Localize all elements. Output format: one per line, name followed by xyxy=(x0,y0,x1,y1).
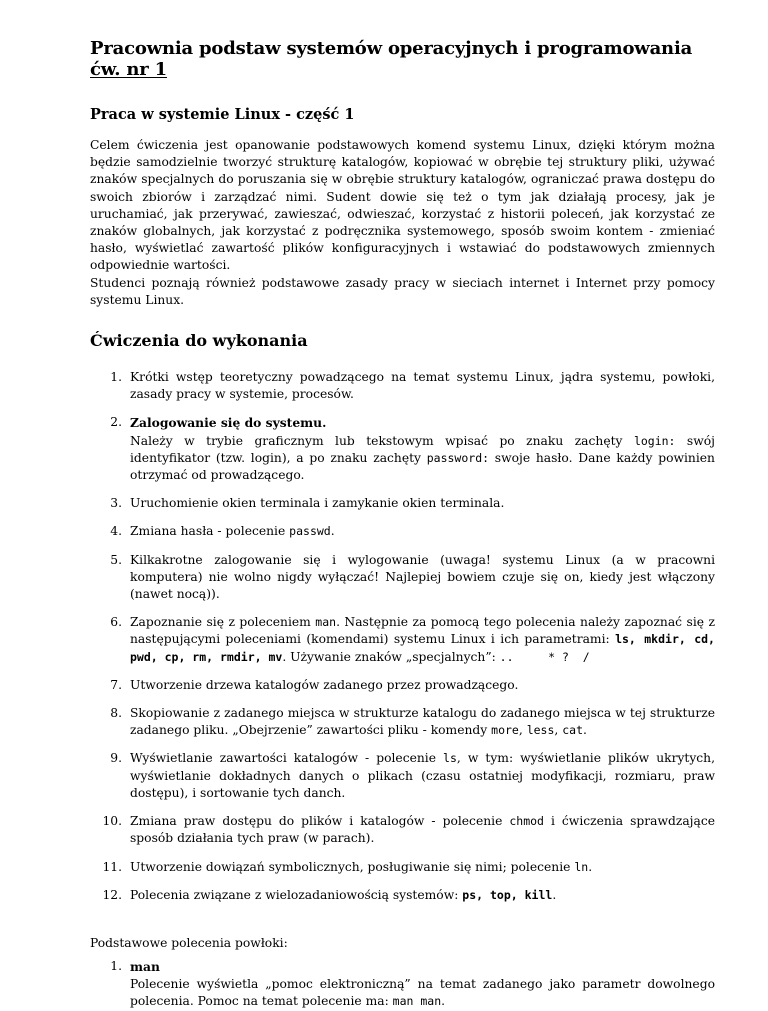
item-code: ps, top, kill xyxy=(462,887,553,902)
item-text: . xyxy=(330,524,335,539)
item-number: 3. xyxy=(110,496,122,511)
item-number: 5. xyxy=(110,552,122,567)
item-code: ls xyxy=(443,751,457,766)
intro-text-1: Celem ćwiczenia jest opanowanie podstawowych komend systemu Linux, dzięki którym można będzie samodzielnie tworzyć strukturę katalogów, kopiować w obrębie tej struktury pliki, używać znaków specjalnych do poruszania się w obrębie struktury katalogów, ograniczać prawa dostępu do swoich zbiorów i zarządzać nimi. Sudent dowie się też o tym jak działają procesy, jak je uruchamiać, jak przerywać, zawieszać, odwieszać, korzystać z historii poleceń, jak korzystać ze znaków globalnych, jak korzystać z podręcznika systemowego, sposób swoim kontem - zmieniać hasło, wyświetlać zawartość plików konfiguracyjnych i wstawiać do podstawowych zmiennych odpowiednie wartości. xyxy=(90,138,715,273)
shell-commands-intro: Podstawowe polecenia powłoki: xyxy=(90,935,288,950)
list-item xyxy=(90,369,715,403)
item-number: 9. xyxy=(110,751,122,766)
item-code: passwd xyxy=(289,524,331,539)
list-item xyxy=(90,705,715,739)
item-text: Skopiowanie z zadanego miejsca w strukturze katalogu do zadanego miejsca w tej strukturze zadanego pliku. „Obejrzenie” zawartości pliku - komendy xyxy=(130,706,715,738)
list-item xyxy=(90,523,715,540)
item-code: .. * ? / xyxy=(499,649,590,664)
item-code: ls, mkdir, cd, pwd, cp, rm, rmdir, mv xyxy=(130,632,715,664)
list-item xyxy=(90,414,715,484)
item-bold-heading: man xyxy=(130,958,160,974)
list-item xyxy=(90,859,715,876)
item-text: Uruchomienie okien terminala i zamykanie okien terminala. xyxy=(130,496,505,511)
list-item xyxy=(90,552,715,604)
item-code: man xyxy=(315,615,337,630)
list-item xyxy=(90,495,715,512)
item-code: cat xyxy=(562,723,583,738)
title-line-2: ćw. nr 1 xyxy=(90,59,167,80)
item-text: . xyxy=(588,859,593,874)
list-item xyxy=(90,750,715,802)
item-number: 8. xyxy=(110,706,122,721)
exercise-list xyxy=(90,369,715,904)
item-code: less xyxy=(526,723,555,738)
item-code: ln xyxy=(574,859,589,874)
item-text: . xyxy=(441,994,446,1009)
item-number: 1. xyxy=(110,958,122,973)
item-text: Utworzenie drzewa katalogów zadanego przez prowadzącego. xyxy=(130,677,519,692)
item-number: 6. xyxy=(110,615,122,630)
item-number: 12. xyxy=(102,887,122,902)
item-text: swój identyfikator (tzw. login), a po znaku zachęty xyxy=(130,433,715,465)
title-line-1: Pracownia podstaw systemów operacyjnych i programowania xyxy=(90,38,693,59)
item-text: Zmiana hasła - polecenie xyxy=(130,524,290,539)
section-heading-exercises: Ćwiczenia do wykonania xyxy=(90,331,308,351)
intro-paragraph xyxy=(90,137,715,309)
item-number: 4. xyxy=(110,524,122,539)
item-code: man man xyxy=(392,994,442,1009)
item-text: . Używanie znaków „specjalnych”: xyxy=(282,649,500,664)
item-text: swoje hasło. Dane każdy powinien otrzymać od prowadzącego. xyxy=(130,450,715,483)
document-page xyxy=(90,38,715,1011)
item-text: Polecenie wyświetla „pomoc elektroniczną” na temat zadanego jako parametr dowolnego polecenia. Pomoc na temat polecenie ma: xyxy=(130,977,715,1009)
item-number: 1. xyxy=(110,370,122,385)
item-text: Zmiana praw dostępu do plików i katalogów - polecenie xyxy=(130,814,510,829)
item-text: , xyxy=(554,723,563,738)
item-text: . xyxy=(552,887,557,902)
item-text: Zapoznanie się z poleceniem xyxy=(130,615,316,630)
item-number: 10. xyxy=(102,814,122,829)
list-item xyxy=(90,813,715,847)
item-code: login: xyxy=(633,433,676,448)
item-bold-heading: Zalogowanie się do systemu. xyxy=(130,415,327,431)
list-item xyxy=(90,887,715,904)
item-text: Utworzenie dowiązań symbolicznych, posługiwanie się nimi; polecenie xyxy=(130,859,575,874)
list-item xyxy=(90,958,715,1011)
list-item xyxy=(90,614,715,666)
list-item xyxy=(90,677,715,694)
item-number: 2. xyxy=(110,415,122,430)
item-number: 7. xyxy=(110,677,122,692)
item-text: Krótki wstęp teoretyczny powadzącego na temat systemu Linux, jądra systemu, powłoki, zasady pracy w systemie, procesów. xyxy=(130,370,715,402)
item-text: Kilkakrotne zalogowanie się i wylogowanie (uwaga! systemu Linux (a w pracowni komputera) nie wolno nigdy wyłączać! Najlepiej bowiem czuje się on, kiedy jest włączony (nawet nocą)). xyxy=(130,552,715,602)
document-title xyxy=(90,38,715,80)
intro-text-2: Studenci poznają również podstawowe zasady pracy w sieciach internet i Internet przy pomocy systemu Linux. xyxy=(90,275,715,307)
item-text: Należy w trybie graficznym lub tekstowym wpisać po znaku zachęty xyxy=(130,433,634,448)
shell-command-list xyxy=(90,958,715,1011)
item-code: more xyxy=(491,723,519,738)
item-text: , xyxy=(518,723,527,738)
item-text: Wyświetlanie zawartości katalogów - polecenie xyxy=(130,751,444,766)
item-text: . Następnie za pomocą tego polecenia należy zapoznać się z następującymi poleceniami (komendami) systemu Linux i ich parametrami: xyxy=(130,615,715,647)
item-code: chmod xyxy=(509,814,544,829)
item-text: . xyxy=(583,723,587,738)
item-number: 11. xyxy=(102,859,122,874)
item-text: , w tym: wyświetlanie plików ukrytych, wyświetlanie dokładnych danych o plikach (czasu ostatniej modyfikacji, rozmiaru, praw dostępu), i sortowanie tych danch. xyxy=(130,751,715,800)
item-text: i ćwiczenia sprawdzające sposób działania tych praw (w parach). xyxy=(130,814,715,846)
item-text: Polecenia związane z wielozadaniowością systemów: xyxy=(130,887,463,902)
section-heading-linux: Praca w systemie Linux - część 1 xyxy=(90,106,355,123)
item-code: password: xyxy=(426,450,490,465)
